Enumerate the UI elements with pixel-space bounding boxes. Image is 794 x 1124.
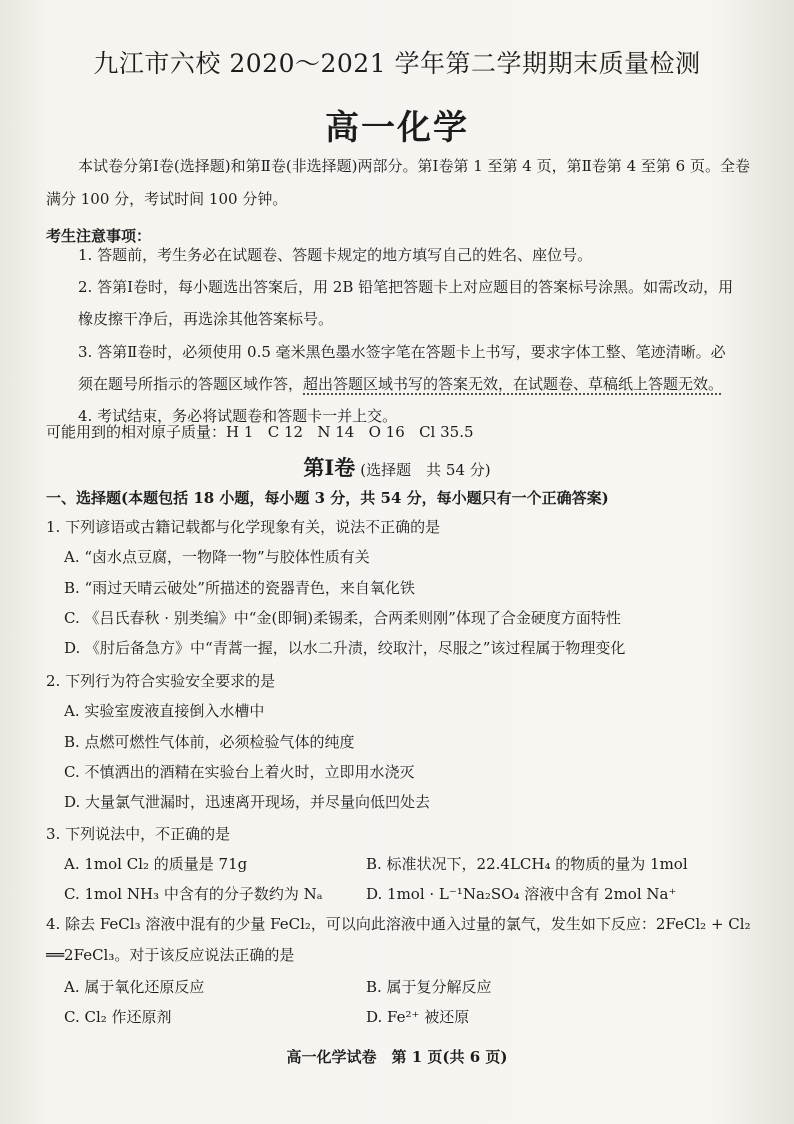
- notice-item-2: 2. 答第Ⅰ卷时，每小题选出答案后，用 2B 铅笔把答题卡上对应题目的答案标号涂黑。如需改动，用: [78, 278, 734, 296]
- question-3-option-a: A. 1mol Cl₂ 的质量是 71g: [64, 855, 248, 873]
- question-1-option-c: C. 《吕氏春秋 · 别类编》中“金(即铜)柔锡柔，合两柔则刚”体现了合金硬度方面特性: [64, 609, 621, 627]
- volume-title: [0, 452, 794, 482]
- notice-item-1: 1. 答题前，考生务必在试题卷、答题卡规定的地方填写自己的姓名、座位号。: [78, 246, 593, 264]
- school-title: 九江市六校 2020～2021 学年第二学期期末质量检测: [93, 49, 701, 78]
- notice-item-4: 4. 考试结束，务必将试题卷和答题卡一并上交。: [78, 407, 398, 425]
- intro-paragraph: 本试卷分第Ⅰ卷(选择题)和第Ⅱ卷(非选择题)两部分。第Ⅰ卷第 1 至第 4 页，第Ⅱ卷第 4 至第 6 页。全卷满分 100 分，考试时间 100 分钟。: [46, 157, 750, 208]
- question-2-option-c: C. 不慎洒出的酒精在实验台上着火时，立即用水浇灭: [64, 763, 415, 781]
- question-1-option-d: D. 《肘后备急方》中“青蒿一握，以水二升渍，绞取汁，尽服之”该过程属于物理变化: [64, 639, 626, 657]
- question-4-option-d: D. Fe²⁺ 被还原: [366, 1008, 470, 1026]
- page-footer: 高一化学试卷 第 1 页(共 6 页): [286, 1048, 508, 1066]
- question-4-option-c: C. Cl₂ 作还原剂: [64, 1008, 172, 1026]
- volume-title-sub: (选择题 共 54 分): [360, 461, 491, 479]
- notice-heading: 考生注意事项：: [46, 227, 152, 245]
- question-2-option-a: A. 实验室废液直接倒入水槽中: [64, 702, 265, 720]
- subject-title: 高一化学: [325, 108, 469, 148]
- notice-item-3-emphasis: 超出答题区域书写的答案无效，在试题卷、草稿纸上答题无效。: [303, 375, 724, 393]
- question-4-option-a: A. 属于氧化还原反应: [64, 978, 205, 996]
- section-heading: 一、选择题(本题包括 18 小题，每小题 3 分，共 54 分，每小题只有一个正确答案): [46, 489, 609, 507]
- question-3-option-d: D. 1mol · L⁻¹Na₂SO₄ 溶液中含有 2mol Na⁺: [366, 885, 677, 903]
- question-4-option-b: B. 属于复分解反应: [366, 978, 492, 996]
- atomic-masses: 可能用到的相对原子质量：H 1 C 12 N 14 O 16 Cl 35.5: [46, 423, 474, 441]
- volume-title-main: 第Ⅰ卷: [303, 455, 356, 480]
- question-1-option-b: B. “雨过天晴云破处”所描述的瓷器青色，来自氧化铁: [64, 579, 415, 597]
- question-1-option-a: A. “卤水点豆腐，一物降一物”与胶体性质有关: [64, 548, 370, 566]
- question-4-stem: 4. 除去 FeCl₃ 溶液中混有的少量 FeCl₂，可以向此溶液中通入过量的氯气，发生如下反应：2FeCl₂ + Cl₂: [46, 915, 751, 933]
- question-2-option-b: B. 点燃可燃性气体前，必须检验气体的纯度: [64, 733, 355, 751]
- notice-item-3: 3. 答第Ⅱ卷时，必须使用 0.5 毫米黑色墨水签字笔在答题卡上书写，要求字体工整、笔迹清晰。必: [78, 343, 726, 361]
- question-4-stem-cont: ══2FeCl₃。对于该反应说法正确的是: [46, 946, 295, 964]
- question-3-stem: 3. 下列说法中，不正确的是: [46, 825, 231, 843]
- question-1-stem: 1. 下列谚语或古籍记载都与化学现象有关，说法不正确的是: [46, 518, 441, 536]
- notice-item-2-cont: 橡皮擦干净后，再选涂其他答案标号。: [78, 310, 334, 328]
- question-3-option-b: B. 标准状况下，22.4LCH₄ 的物质的量为 1mol: [366, 855, 688, 873]
- notice-item-3-cont: [78, 369, 723, 400]
- question-3-option-c: C. 1mol NH₃ 中含有的分子数约为 Nₐ: [64, 885, 323, 903]
- question-2-option-d: D. 大量氯气泄漏时，迅速离开现场，并尽量向低凹处去: [64, 793, 431, 811]
- notice-item-3-cont-a: 须在题号所指示的答题区域作答，: [78, 375, 304, 393]
- question-2-stem: 2. 下列行为符合实验安全要求的是: [46, 672, 276, 690]
